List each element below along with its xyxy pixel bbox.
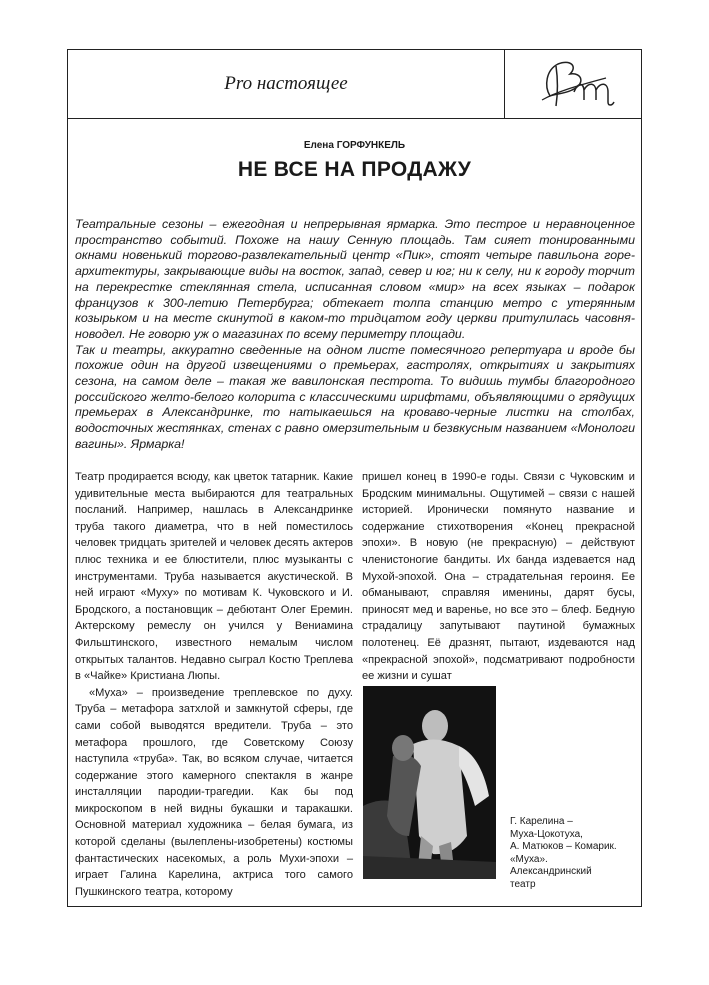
performance-photo [363, 686, 496, 879]
column-left [75, 469, 353, 900]
header-divider [504, 50, 505, 118]
caption-line: Муха-Цокотуха, [510, 828, 583, 840]
pt-monogram-logo-icon [536, 56, 620, 112]
photo-caption [510, 816, 638, 892]
lead-paragraph: Театральные сезоны – ежегодная и непрерывная ярмарка. Это пестрое и неравноценное пространство событий. Похоже на нашу Сенную площадь. Там сияет тонированными окнами новенький торгово-развлекательный центр «Пик», стоят четыре павильона горе-архитектуры, закрывающие виды на восток, запад, север и юг; ни к селу, ни к городу торчит на перекрестке стеклянная стела, исписанная словом «мир» на всех языках – подарок французов к 300-летию Петербурга; обтекает толпа станцию метро с утерянным козырьком и на месте скинутой в каком-то тридцатом году церкви притулилась часовня-новодел. Не говорю уж о магазинах по всему периметру площади. [75, 217, 635, 341]
lead-paragraph: Так и театры, аккуратно сведенные на одном листе помесячного репертуара и вроде бы похожие один на другой извещениями о премьерах, гастролях, открытиях и закрытиях сезона, на самом деле – такая же вавилонская пестрота. То видишь тумбы благородного российского желто-белого колорита с классическими шрифтами, объявляющими о грядущих премьерах в Александринке, то натыкаешься на кроваво-черные листки на столбах, водосточных жестянках, стенах с равно омерзительным и безвкусным названием «Монологи вагины». Ярмарка! [75, 342, 635, 451]
page-frame [67, 49, 642, 907]
body-paragraph: «Муха» – произведение треплевское по духу. Труба – метафора затхлой и замкнутой сферы, где сами собой выводятся вредители. Труба – это метафора прошлого, где Советскому Союзу наступила «труба». Так, во всяком случае, читается содержание этого камерного спектакля в жанре инсталляции пародии-трагедии. Как бы под микроскопом в ней видны букашки и таракашки. Основной материал художника – белая бумага, из которой сделаны (вылеплены-изобретены) костюмы фантастических насекомых, а роль Мухи-эпохи – играет Галина Карелина, актриса того самого Пушкинского театра, которому [75, 686, 353, 898]
article-title: НЕ ВСЕ НА ПРОДАЖУ [237, 158, 472, 181]
caption-line: А. Матюков – Комарик. [510, 841, 617, 853]
caption-line: «Муха». [510, 853, 548, 865]
header [68, 50, 641, 119]
section-title: Pro настоящее [224, 73, 348, 94]
lead-paragraphs [75, 217, 635, 453]
column-right [362, 469, 635, 685]
author: Елена ГОРФУНКЕЛЬ [303, 140, 406, 151]
caption-line: Г. Карелина – [510, 816, 573, 827]
body-paragraph: Театр продирается всюду, как цветок татарник. Какие удивительные места выбираются для театральных посланий. Например, нашлась в Александринке труба такого диаметра, что в ней поместилось человек тридцать зрителей и человек десять актеров плюс техника и ее блюстители, плюс музыканты с инструментами. Труба называется акустической. В ней играют «Муху» по мотивам К. Чуковского и И. Бродского, а постановщик – дебютант Олег Еремин. Актерскому ремеслу он учился у Вениамина Фильштинского, известного немалым числом открытых талантов. Недавно сыграл Костю Треплева в «Чайке» Кристиана Люпы. [75, 471, 353, 683]
caption-line: Александринский [510, 866, 592, 878]
body-paragraph: пришел конец в 1990-е годы. Связи с Чуковским и Бродским минимальны. Ощутимей – связи с нашей историей. Иронически помянуто название и содержание стихотворения «Конец прекрасной эпохи». В новую (не прекрасную) – действуют членистоногие бандиты. Их банда издевается над Мухой-эпохой. Она – страдательная героиня. Ее обманывают, справляя именины, дарят бусы, приносят мед и варенье, но все это – блеф. Бедную страдалицу запутывают паутиной бумажных полотенец. Её дразнят, пытают, издеваются над «прекрасной эпохой», подсматривают подробности ее жизни и сушат [362, 471, 635, 683]
caption-line: театр [510, 878, 536, 890]
